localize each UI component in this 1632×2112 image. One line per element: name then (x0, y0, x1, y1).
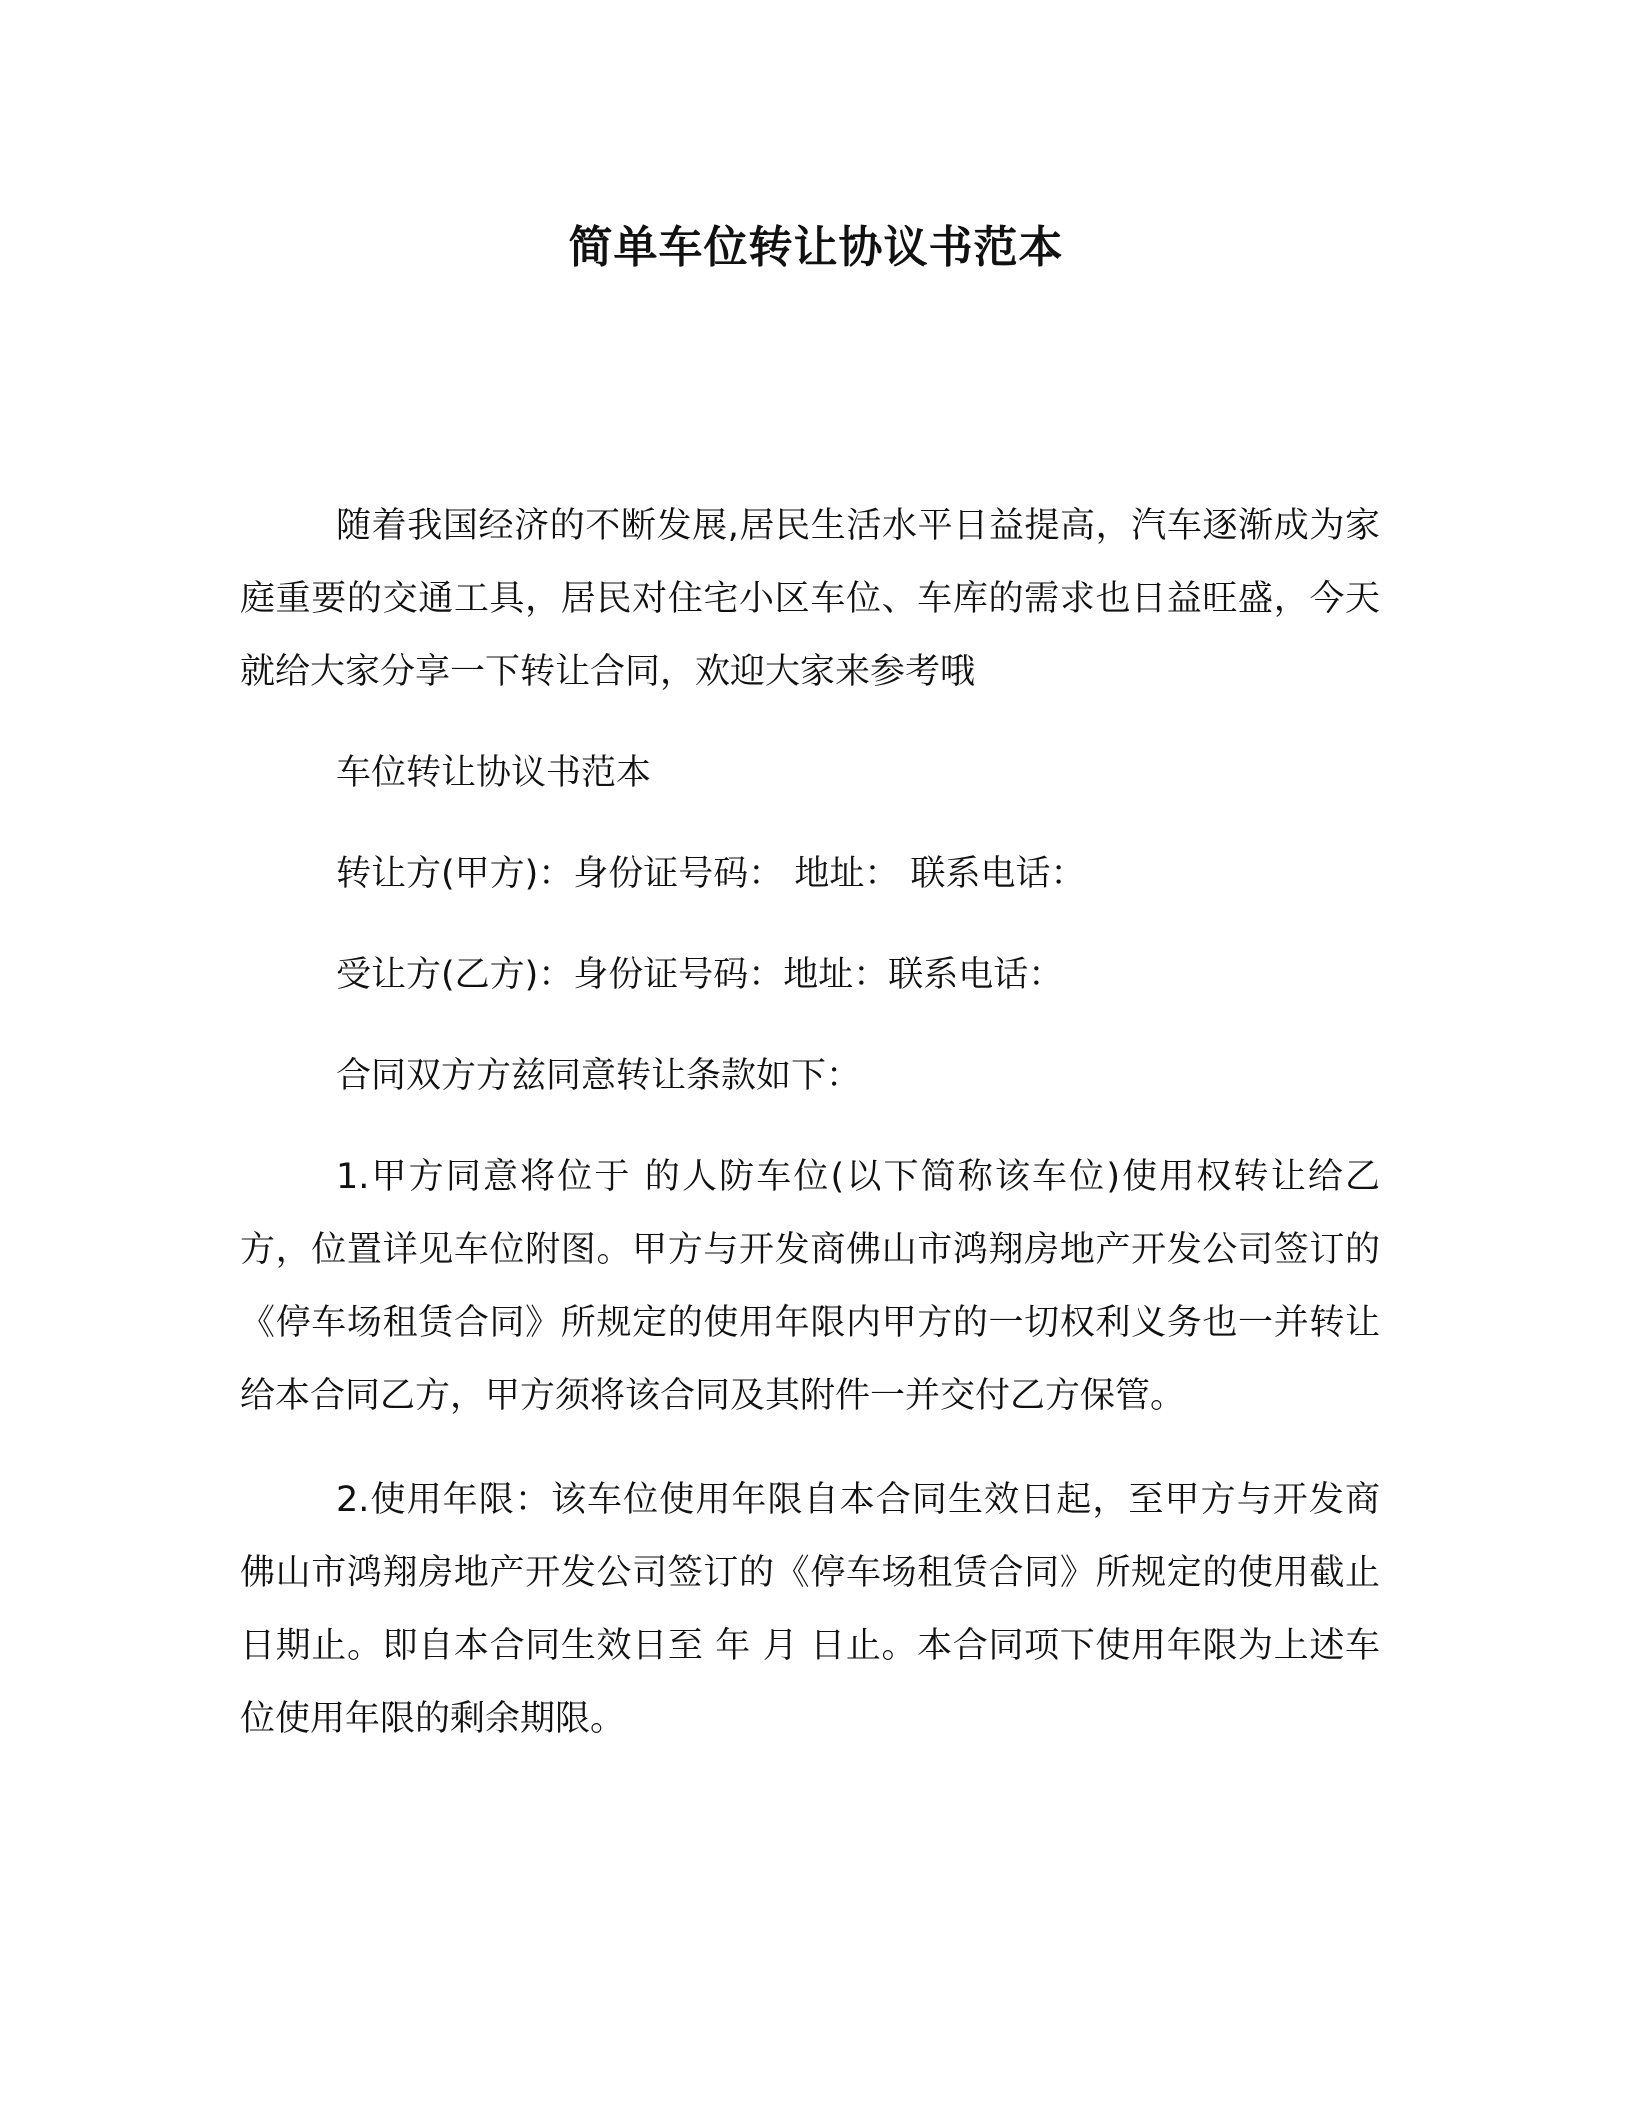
clause-1: 1.甲方同意将位于 的人防车位(以下简称该车位)使用权转让给乙方，位置详见车位附图。甲方与开发商佛山市鸿翔房地产开发公司签订的《停车场租赁合同》所规定的使用年限内甲方的一切权利义务也一并转让给本合同乙方，甲方须将该合同及其附件一并交付乙方保管。 (240, 1157, 1380, 1416)
intro-paragraph: 随着我国经济的不断发展,居民生活水平日益提高，汽车逐渐成为家庭重要的交通工具，居民对住宅小区车位、车库的需求也日益旺盛，今天就给大家分享一下转让合同，欢迎大家来参考哦 (240, 506, 1380, 692)
party-b-line: 受让方(乙方)：身份证号码：地址：联系电话： (336, 955, 1064, 995)
section-heading: 车位转让协议书范本 (336, 753, 652, 793)
document-title: 简单车位转让协议书范本 (568, 222, 1064, 273)
clause-2: 2.使用年限：该车位使用年限自本合同生效日起，至甲方与开发商佛山市鸿翔房地产开发公司签订的《停车场租赁合同》所规定的使用截止日期止。即自本合同生效日至 年 月 日止。本合同项下使用年限为上述车位使用年限的剩余期限。 (240, 1480, 1380, 1739)
party-a-line: 转让方(甲方)：身份证号码： 地址： 联系电话： (336, 854, 1086, 894)
agreement-intro: 合同双方方兹同意转让条款如下： (336, 1056, 862, 1096)
document-body (240, 490, 1380, 1756)
